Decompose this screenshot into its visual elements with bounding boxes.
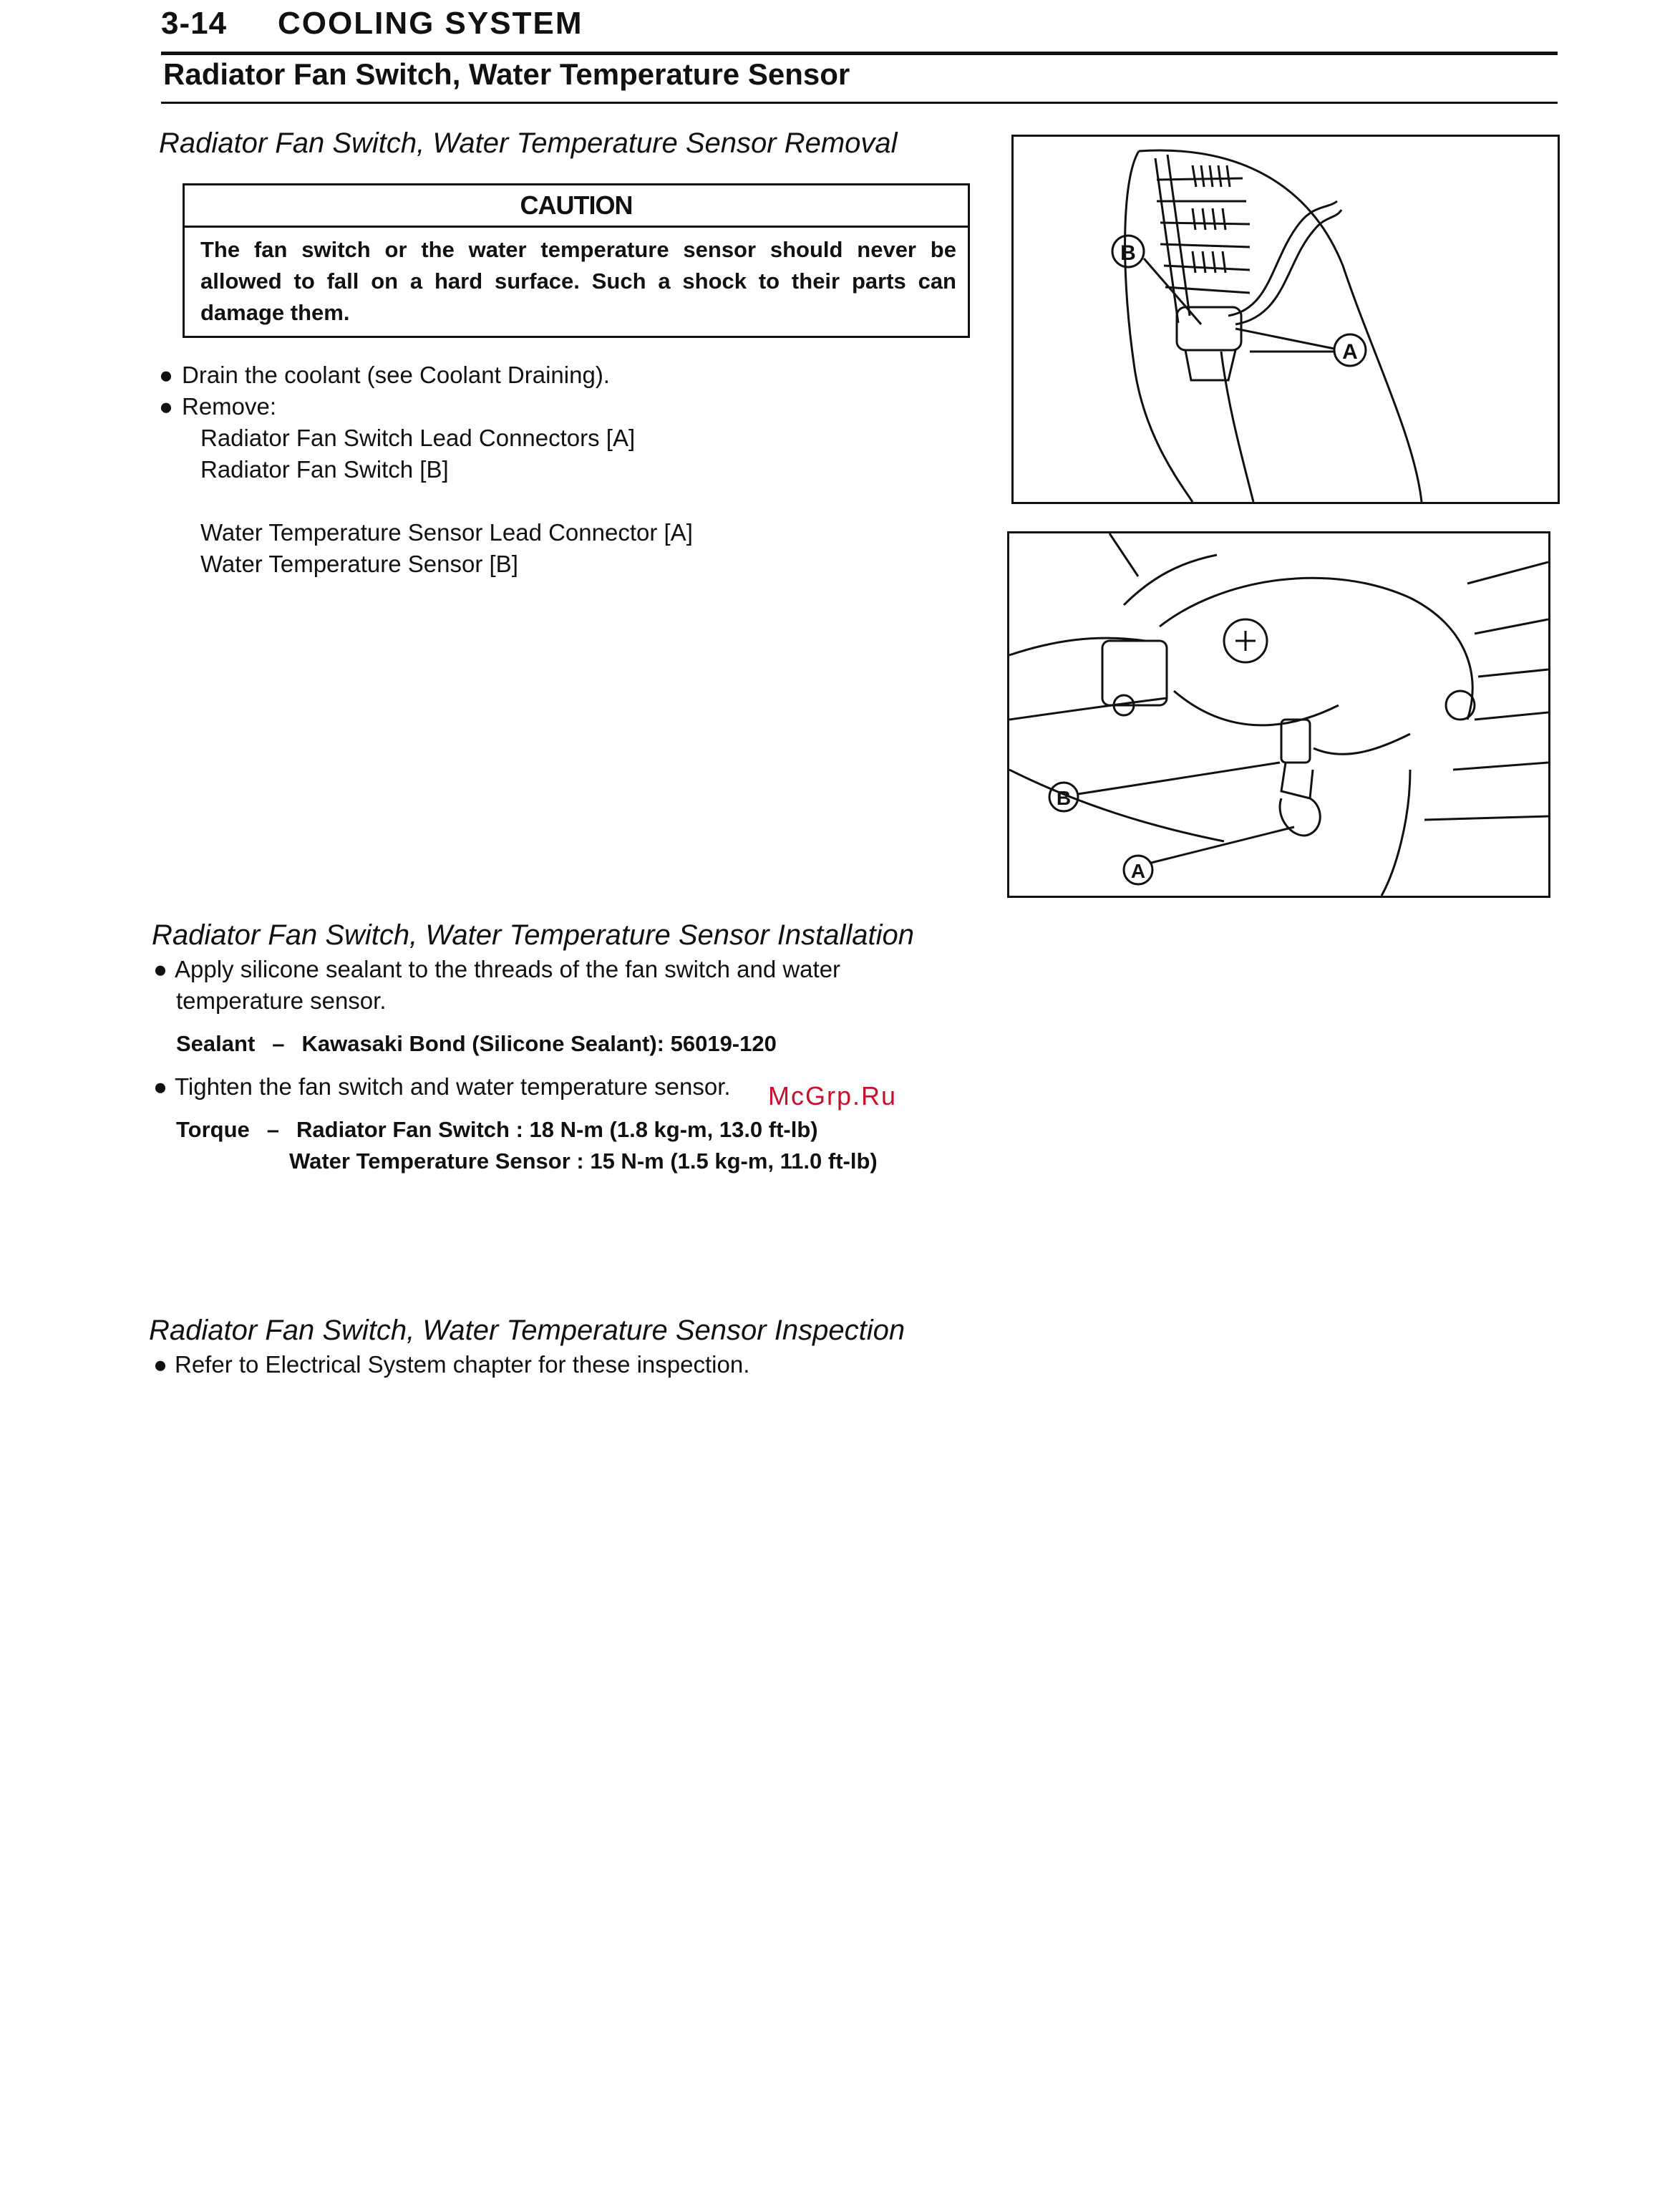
bullet-icon: ● <box>153 956 167 982</box>
removal-step-1: ● Drain the coolant (see Coolant Draining). <box>159 359 610 391</box>
section-rule <box>161 102 1558 104</box>
torque-spec-1: Torque – Radiator Fan Switch : 18 N-m (1.8 kg-m, 13.0 ft-lb) <box>176 1117 818 1142</box>
engine-sensor-illustration <box>1009 533 1548 896</box>
caution-text: The fan switch or the water temperature sensor should never be allowed to fall on a hard surface. Such a shock to their parts can damage them. <box>200 237 956 325</box>
figure-radiator-fan-switch <box>1011 135 1560 504</box>
caution-box <box>183 183 970 338</box>
bullet-icon: ● <box>153 1351 167 1378</box>
bullet-icon: ● <box>153 1073 167 1100</box>
inspection-step-1: ● Refer to Electrical System chapter for these inspection. <box>153 1349 749 1380</box>
bullet-icon: ● <box>159 393 173 420</box>
remove-item: Radiator Fan Switch Lead Connectors [A] <box>200 425 636 451</box>
inspection-heading: Radiator Fan Switch, Water Temperature Sensor Inspection <box>149 1315 905 1346</box>
sealant-spec: Sealant – Kawasaki Bond (Silicone Sealant): 56019-120 <box>176 1031 777 1056</box>
page-number: 3-14 <box>161 6 228 41</box>
installation-step-1-cont: temperature sensor. <box>176 987 387 1014</box>
remove-item: Radiator Fan Switch [B] <box>200 456 449 483</box>
fig1-label-a: A <box>1342 340 1358 364</box>
fig2-label-a: A <box>1130 860 1146 882</box>
installation-step-1: ● Apply silicone sealant to the threads of the fan switch and water <box>153 954 840 985</box>
bullet-icon: ● <box>159 362 173 388</box>
section-title: Radiator Fan Switch, Water Temperature Sensor <box>163 57 850 91</box>
removal-step-2: ● Remove: <box>159 391 276 422</box>
fig1-label-b: B <box>1120 241 1136 265</box>
removal-heading: Radiator Fan Switch, Water Temperature Sensor Removal <box>159 127 898 159</box>
fig2-label-b: B <box>1056 787 1072 809</box>
radiator-illustration <box>1014 137 1558 502</box>
installation-step-2: ● Tighten the fan switch and water temperature sensor. <box>153 1071 731 1103</box>
figure-water-temperature-sensor <box>1007 531 1550 898</box>
remove-item: Water Temperature Sensor Lead Connector [A] <box>200 519 693 546</box>
remove-item: Water Temperature Sensor [B] <box>200 551 518 577</box>
torque-spec-2: Water Temperature Sensor : 15 N-m (1.5 kg-m, 11.0 ft-lb) <box>289 1148 878 1174</box>
caution-title: CAUTION <box>185 185 968 228</box>
installation-heading: Radiator Fan Switch, Water Temperature Sensor Installation <box>152 919 914 951</box>
chapter-title: COOLING SYSTEM <box>278 6 583 41</box>
watermark: McGrp.Ru <box>768 1081 898 1111</box>
header-rule <box>161 52 1558 55</box>
